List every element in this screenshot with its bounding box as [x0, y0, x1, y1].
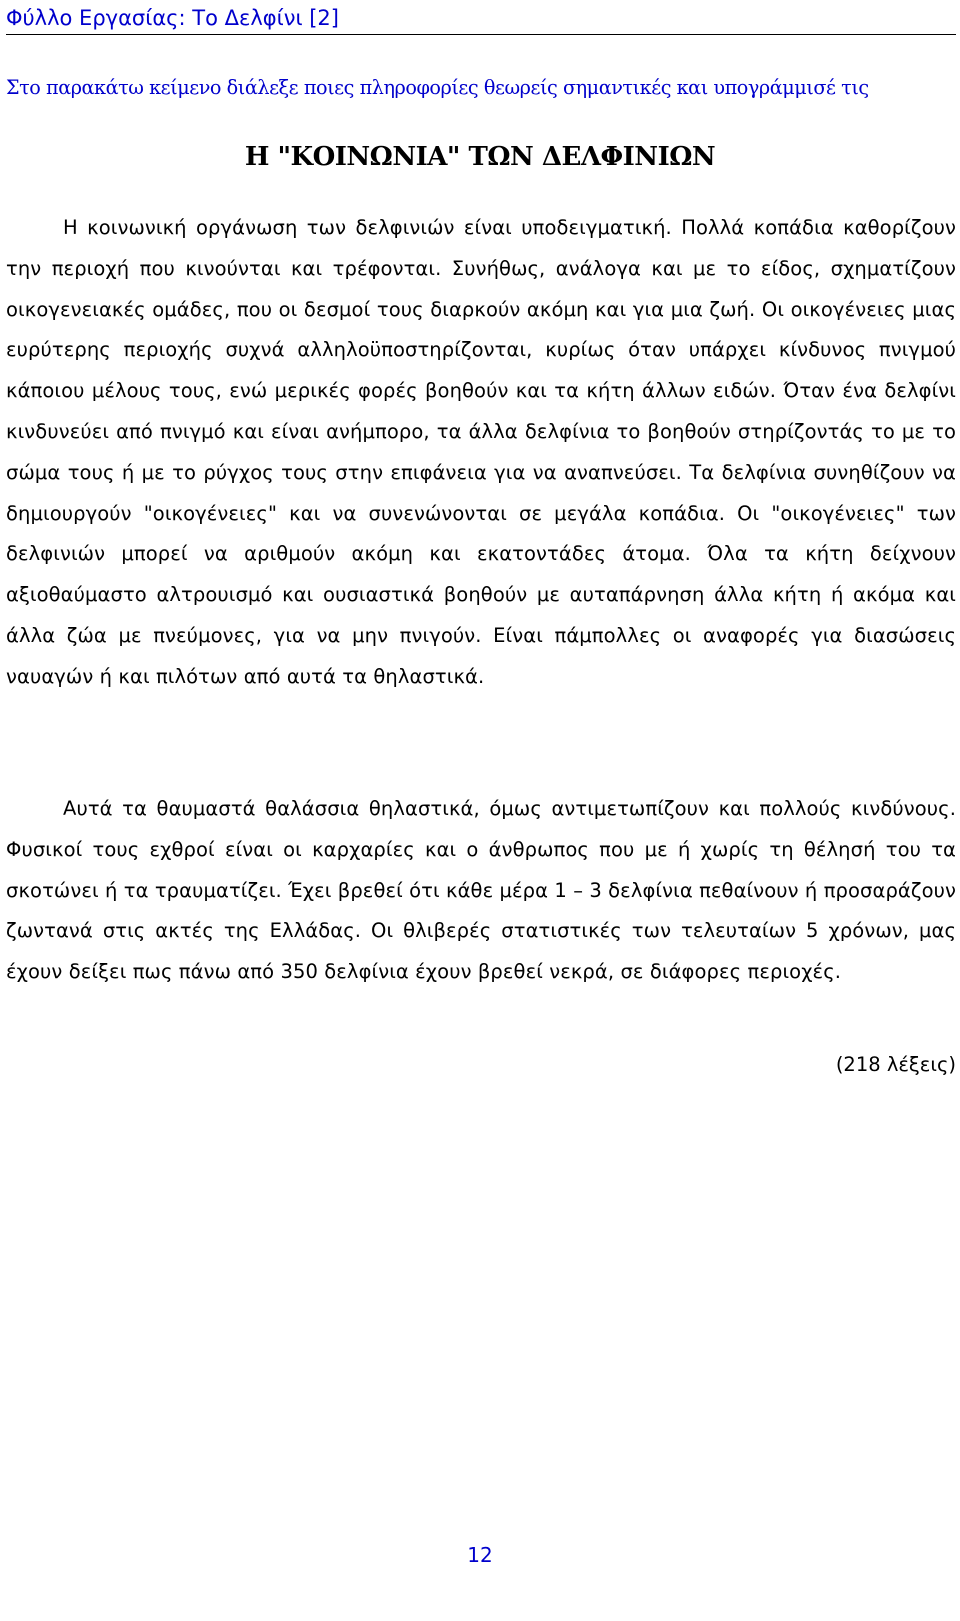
- article-paragraph-2: Αυτά τα θαυμαστά θαλάσσια θηλαστικά, όμως αντιμετωπίζουν και πολλούς κινδύνους. Φυσικοί τους εχθροί είναι οι καρχαρίες και ο άνθρωπος που με ή χωρίς τη θέλησή του τα σκοτώνει ή τα τραυματίζει. Έχει βρεθεί ότι κάθε μέρα 1 – 3 δελφίνια πεθαίνουν ή προσαράζουν ζωντανά στις ακτές της Ελλάδας. Οι θλιβερές στατιστικές των τελευταίων 5 χρόνων, μας έχουν δείξει πως πάνω από 350 δελφίνια έχουν βρεθεί νεκρά, σε διάφορες περιοχές.: [6, 797, 956, 984]
- page-number: 12: [467, 1543, 493, 1567]
- worksheet-header: Φύλλο Εργασίας: Το Δελφίνι [2]: [6, 4, 956, 35]
- article-paragraph-1: Η κοινωνική οργάνωση των δελφινιών είναι υποδειγματική. Πολλά κοπάδια καθορίζουν την περιοχή που κινούνται και τρέφονται. Συνήθως, ανάλογα και με το είδος, σχηματίζουν οικογενειακές ομάδες, που οι δεσμοί τους διαρκούν ακόμη και για μια ζωή. Οι οικογένειες μιας ευρύτερης περιοχής συχνά αλληλοϋποστηρίζονται, κυρίως όταν υπάρχει κίνδυνος πνιγμού κάποιου μέλους τους, ενώ μερικές φορές βοηθούν και τα κήτη άλλων ειδών. Όταν ένα δελφίνι κινδυνεύει από πνιγμό και είναι ανήμπορο, τα άλλα δελφίνια το βοηθούν στηρίζοντάς το με το σώμα τους ή με το ρύγχος τους στην επιφάνεια για να αναπνεύσει. Τα δελφίνια συνηθίζουν να δημιουργούν "οικογένειες" και να συνενώνονται σε μεγάλα κοπάδια. Οι "οικογένειες" των δελφινιών μπορεί να αριθμούν ακόμη και εκατοντάδες άτομα. Όλα τα κήτη δείχνουν αξιοθαύμαστο αλτρουισμό και ουσιαστικά βοηθούν με αυταπάρνηση άλλα κήτη ή ακόμα και άλλα ζώα με πνεύμονες, για να μην πνιγούν. Είναι πάμπολλες οι αναφορές για διασώσεις ναυαγών ή και πιλότων από αυτά τα θηλαστικά.: [6, 216, 956, 688]
- article-title: Η "ΚΟΙΝΩΝΙΑ" ΤΩΝ ΔΕΛΦΙΝΙΩΝ: [244, 142, 716, 172]
- word-count: (218 λέξεις): [835, 1053, 956, 1076]
- instruction-text: Στο παρακάτω κείμενο διάλεξε ποιες πληροφορίες θεωρείς σημαντικές και υπογράμμισέ τις: [6, 76, 869, 99]
